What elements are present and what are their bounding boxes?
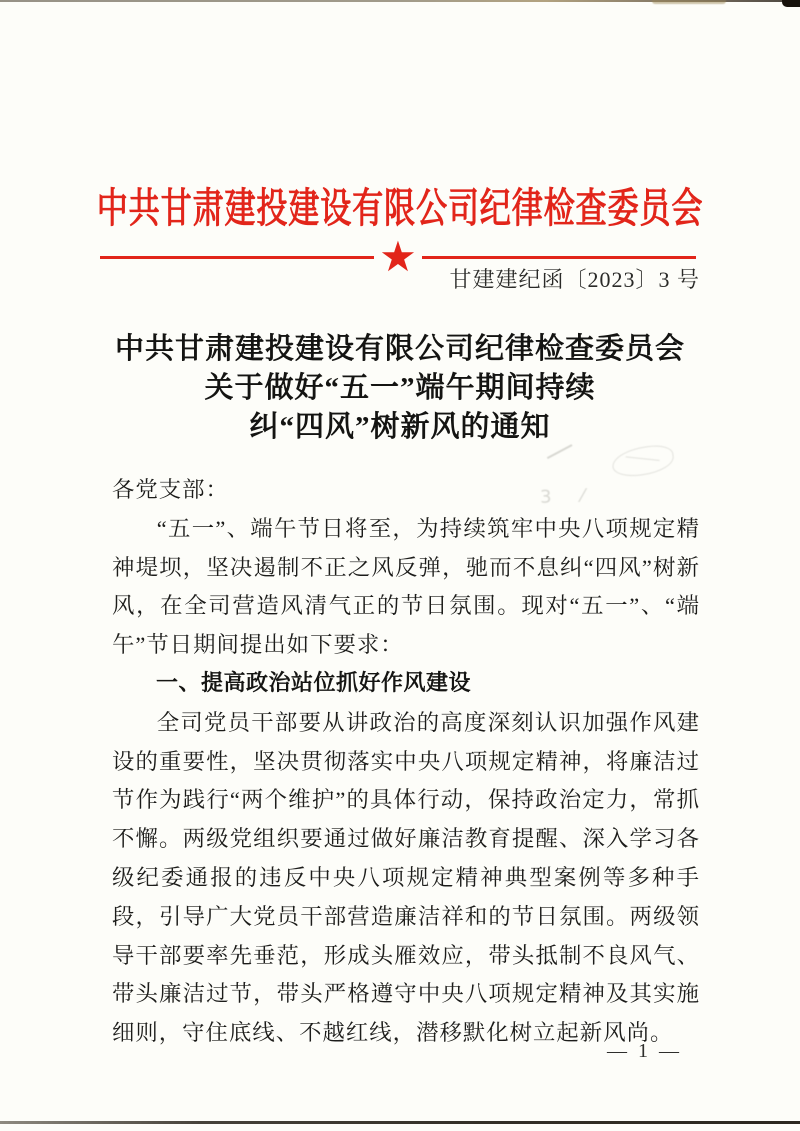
- paragraph-section-1: 全司党员干部要从讲政治的高度深刻认识加强作风建设的重要性，坚决贯彻落实中央八项规定精神，将廉洁过节作为践行“两个维护”的具体行动，保持政治定力，常抓不懈。两级党组织要通过做好廉洁教育提醒、深入学习各级纪委通报的违反中央八项规定精神典型案例等多种手段，引导广大党员干部营造廉洁祥和的节日氛围。两级领导干部要率先垂范，形成头雁效应，带头抵制不良风气、带头廉洁过节，带头严格遵守中央八项规定精神及其实施细则，守住底线、不越红线，潜移默化树立起新风尚。: [112, 709, 700, 1046]
- paragraph-intro: “五一”、端午节日将至，为持续筑牢中央八项规定精神堤坝，坚决遏制不正之风反弹，驰而不息纠“四风”树新风，在全司营造风清气正的节日氛围。现对“五一”、“端午”节日期间提出如下要求：: [112, 515, 700, 658]
- document-title-line1: 中共甘肃建投建设有限公司纪律检查委员会: [114, 333, 685, 365]
- page-number: — 1 —: [607, 1040, 682, 1062]
- pencil-smudge-digits: 3 ⁄: [539, 484, 597, 508]
- document-body: [112, 471, 700, 1053]
- document-title: [40, 330, 760, 447]
- document-title-line2: 关于做好“五一”端午期间持续: [204, 372, 596, 404]
- scan-edge-corner: [782, 0, 800, 7]
- scan-edge-stain: [652, 0, 726, 4]
- document-number: 甘建建纪函〔2023〕3 号: [449, 267, 700, 292]
- red-rule-right: [422, 256, 696, 259]
- red-rule-left: [100, 256, 374, 259]
- salutation: 各党支部：: [112, 477, 229, 502]
- letterhead-agency-title: 中共甘肃建投建设有限公司纪律检查委员会: [96, 185, 704, 231]
- pencil-smudge-mark: [547, 444, 577, 468]
- scan-edge-bottom: [0, 1121, 800, 1124]
- red-star-icon: ★: [379, 232, 417, 281]
- document-title-line3: 纠“四风”树新风的通知: [249, 411, 551, 443]
- section-heading-1: 一、提高政治站位抓好作风建设: [156, 670, 472, 696]
